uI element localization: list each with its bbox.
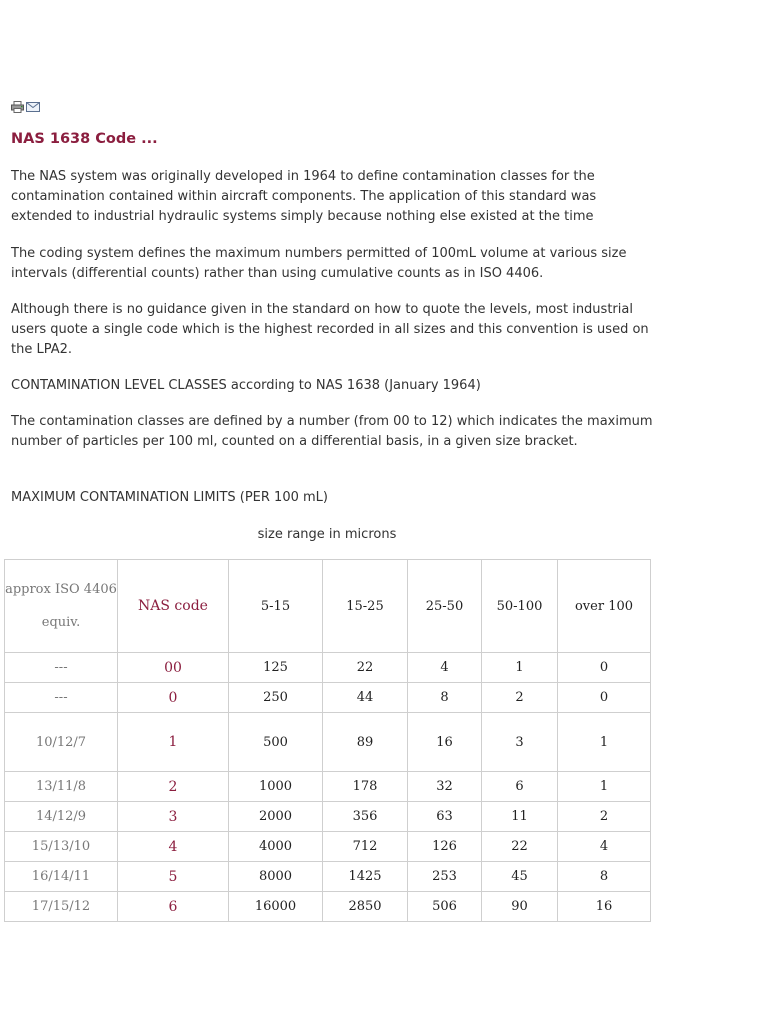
nas-code-cell: 4	[118, 832, 229, 862]
table-row	[5, 653, 651, 683]
iso-equiv-cell: 13/11/8	[5, 772, 118, 802]
classes-heading: CONTAMINATION LEVEL CLASSES according to NAS 1638 (January 1964)	[11, 378, 481, 393]
count-cell: 4	[408, 653, 482, 683]
classes-definition-paragraph: The contamination classes are defined by a number (from 00 to 12) which indicates the maximum number of particles per 100 ml, counted on a differential basis, in a given size bracket.	[11, 414, 653, 449]
limits-heading: MAXIMUM CONTAMINATION LIMITS (PER 100 mL)	[11, 490, 328, 505]
count-cell: 6	[482, 772, 558, 802]
nas-code-cell: 5	[118, 862, 229, 892]
count-cell: 3	[482, 713, 558, 772]
count-cell: 0	[558, 683, 651, 713]
count-cell: 178	[323, 772, 408, 802]
count-cell: 0	[558, 653, 651, 683]
count-cell: 16	[408, 713, 482, 772]
count-cell: 8	[408, 683, 482, 713]
header-size-5-15: 5-15	[229, 560, 323, 653]
count-cell: 2850	[323, 892, 408, 922]
nas-code-cell: 1	[118, 713, 229, 772]
count-cell: 125	[229, 653, 323, 683]
count-cell: 253	[408, 862, 482, 892]
article-tools	[11, 98, 40, 110]
count-cell: 250	[229, 683, 323, 713]
header-size-15-25: 15-25	[323, 560, 408, 653]
table-row	[5, 683, 651, 713]
table-header-row	[5, 560, 651, 653]
iso-equiv-cell: 16/14/11	[5, 862, 118, 892]
coding-system-paragraph: The coding system defines the maximum numbers permitted of 100mL volume at various size intervals (differential counts) rather than using cumulative counts as in ISO 4406.	[11, 246, 627, 281]
count-cell: 1000	[229, 772, 323, 802]
guidance-paragraph: Although there is no guidance given in the standard on how to quote the levels, most industrial users quote a single code which is the highest recorded in all sizes and this convention is used on the LPA2.	[11, 302, 649, 357]
count-cell: 4	[558, 832, 651, 862]
table-row	[5, 802, 651, 832]
count-cell: 1	[558, 772, 651, 802]
nas-code-cell: 3	[118, 802, 229, 832]
iso-equiv-cell: ---	[5, 653, 118, 683]
iso-equiv-cell: 14/12/9	[5, 802, 118, 832]
header-size-50-100: 50-100	[482, 560, 558, 653]
nas-code-cell: 6	[118, 892, 229, 922]
count-cell: 500	[229, 713, 323, 772]
count-cell: 356	[323, 802, 408, 832]
page-title: NAS 1638 Code ...	[11, 131, 158, 147]
count-cell: 63	[408, 802, 482, 832]
count-cell: 89	[323, 713, 408, 772]
count-cell: 506	[408, 892, 482, 922]
header-iso-equiv: approx ISO 4406 equiv.	[5, 560, 118, 653]
count-cell: 22	[323, 653, 408, 683]
table-row	[5, 892, 651, 922]
table-row	[5, 772, 651, 802]
count-cell: 90	[482, 892, 558, 922]
count-cell: 126	[408, 832, 482, 862]
iso-equiv-cell: 17/15/12	[5, 892, 118, 922]
count-cell: 2000	[229, 802, 323, 832]
nas-code-cell: 2	[118, 772, 229, 802]
intro-paragraph: The NAS system was originally developed in 1964 to define contamination classes for the contamination contained within aircraft components. The application of this standard was extended to industrial hydraulic systems simply because nothing else existed at the time	[11, 169, 597, 224]
printer-icon[interactable]	[11, 98, 25, 110]
count-cell: 8000	[229, 862, 323, 892]
count-cell: 11	[482, 802, 558, 832]
count-cell: 1425	[323, 862, 408, 892]
count-cell: 712	[323, 832, 408, 862]
email-icon[interactable]	[26, 98, 40, 110]
count-cell: 4000	[229, 832, 323, 862]
count-cell: 16	[558, 892, 651, 922]
table-row	[5, 832, 651, 862]
header-size-over-100: over 100	[558, 560, 651, 653]
size-range-caption: size range in microns	[257, 527, 397, 542]
count-cell: 8	[558, 862, 651, 892]
table-row	[5, 713, 651, 772]
header-nas-code: NAS code	[118, 560, 229, 653]
count-cell: 16000	[229, 892, 323, 922]
count-cell: 45	[482, 862, 558, 892]
iso-equiv-cell: ---	[5, 683, 118, 713]
nas-code-cell: 00	[118, 653, 229, 683]
nas-code-cell: 0	[118, 683, 229, 713]
count-cell: 44	[323, 683, 408, 713]
iso-equiv-cell: 10/12/7	[5, 713, 118, 772]
count-cell: 22	[482, 832, 558, 862]
count-cell: 32	[408, 772, 482, 802]
table-row	[5, 862, 651, 892]
count-cell: 2	[482, 683, 558, 713]
header-size-25-50: 25-50	[408, 560, 482, 653]
count-cell: 1	[482, 653, 558, 683]
count-cell: 1	[558, 713, 651, 772]
contamination-limits-table	[4, 559, 651, 922]
count-cell: 2	[558, 802, 651, 832]
iso-equiv-cell: 15/13/10	[5, 832, 118, 862]
